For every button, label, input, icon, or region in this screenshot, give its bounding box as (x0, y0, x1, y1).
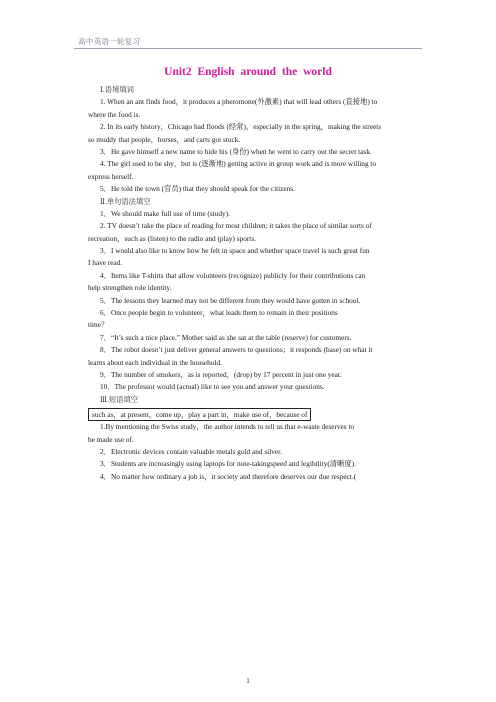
exercise-line: 6．Once people begin to volunteer，what leads them to remain in their positions (100, 308, 338, 318)
exercise-line: help strengthen role identity. (88, 283, 172, 293)
exercise-line: recreation，such as (listen) to the radio and (play) sports. (88, 233, 256, 243)
exercise-line: 4．No matter how ordinary a job is，it society and therefore deserves our due respect.( (100, 471, 357, 481)
exercise-line: 7．“It’s such a nice place.” Mother said as she sat at the table (reserve) for customers. (100, 332, 352, 342)
section-heading-vocab: Ⅰ.语境填词 (100, 85, 134, 94)
exercise-body (90, 84, 424, 483)
exercise-line: 2．Electronic devices contain valuable metals gold and silver. (100, 446, 282, 456)
exercise-line: express herself. (88, 171, 134, 181)
exercise-line: where the food is. (88, 109, 141, 119)
exercise-line: 9．The number of smokers，as is reported，(drop) by 17 percent in just one year. (100, 369, 342, 379)
exercise-line: be made use of. (88, 434, 134, 444)
exercise-line: 1. When an ant finds food，it produces a pheromone(外激素) that will lead others (直接地) to (100, 97, 378, 107)
running-header: 高中英语一轮复习 (78, 37, 141, 46)
exercise-line: 3．He gave himself a new name to hide his (身份) when he went to carry out the secret task. (100, 146, 372, 156)
exercise-line: learns about each individual in the household. (88, 357, 222, 367)
page-number: 1 (246, 676, 250, 685)
exercise-line: 5．The lessons they learned may not be different from they would have gotten in school. (100, 295, 361, 305)
phrase-box: such as，at present，come up，play a part in，make use of，because of (88, 408, 311, 421)
exercise-line: time？ (88, 320, 109, 330)
exercise-line: 10．The professor would (actual) like to see you and answer your questions. (100, 382, 325, 392)
exercise-line: so muddy that people，horses，and carts got stuck. (88, 134, 241, 144)
section-heading-grammar: Ⅱ.单句语法填空 (100, 196, 151, 206)
exercise-line: 2. TV doesn’t take the place of reading for most children; it takes the place of similar sorts of (100, 221, 372, 231)
header-rule (74, 48, 422, 49)
exercise-line: I have read. (88, 258, 123, 268)
exercise-line: 2. In its early history，Chicago had floods (经常)，especially in the spring，making the streets (100, 122, 382, 132)
exercise-line: 3．I would also like to know how he felt in space and whether space travel is such great fun (100, 246, 370, 256)
exercise-line: 3．Students are increasingly using laptops for note-takingspeed and legibility(清晰度). (100, 459, 356, 469)
exercise-line: 4．Items like T-shirts that allow volunteers (recognize) publicly for their contributions can (100, 270, 366, 280)
exercise-line: 8．The robot doesn’t just deliver general answers to questions；it responds (base) on what it (100, 345, 373, 355)
exercise-line: 4. The girl used to be shy，but is (逐渐地) getting active in group work and is more willing to (100, 159, 377, 169)
section-heading-phrases: Ⅲ.短语填空 (100, 394, 139, 404)
exercise-line: 1.By mentioning the Swiss study，the author intends to tell us that e-waste deserves to (100, 422, 355, 432)
exercise-line: 5．He told the town (官员) that they should speak for the citizens. (100, 184, 295, 194)
phrase-box-row (90, 406, 424, 421)
exercise-line: 1．We should make full use of time (study). (100, 208, 230, 218)
unit-title: Unit2 English around the world (164, 66, 332, 78)
